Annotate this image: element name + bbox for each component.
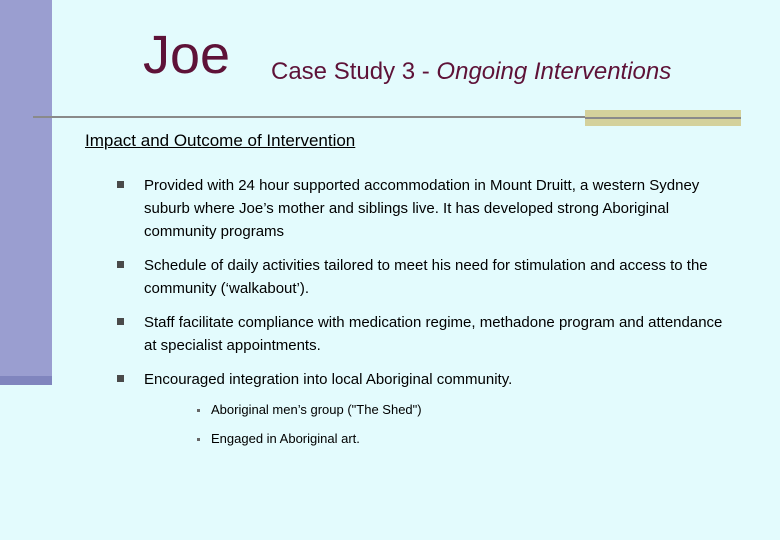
divider-accent-line [585, 117, 741, 119]
square-bullet-icon [117, 261, 124, 268]
small-bullet-icon [197, 409, 200, 412]
case-topic: Ongoing Interventions [436, 58, 672, 85]
sub-bullet-list [144, 401, 736, 448]
bullet-list [116, 174, 736, 459]
sub-bullet-text: Engaged in Aboriginal art. [211, 431, 360, 446]
small-bullet-icon [197, 438, 200, 441]
side-decoration-bar [0, 0, 52, 385]
case-prefix: Case Study 3 - [271, 58, 437, 85]
bullet-item [116, 254, 736, 300]
square-bullet-icon [117, 318, 124, 325]
square-bullet-icon [117, 181, 124, 188]
side-decoration-bar-foot [0, 376, 52, 385]
bullet-item [116, 368, 736, 448]
bullet-text: Staff facilitate compliance with medication regime, methadone program and attendance at specialist appointments. [144, 314, 723, 354]
square-bullet-icon [117, 375, 124, 382]
bullet-item [116, 174, 736, 243]
bullet-text: Schedule of daily activities tailored to meet his need for stimulation and access to the community (‘walkabout’). [144, 257, 708, 297]
bullet-item [116, 311, 736, 357]
section-heading: Impact and Outcome of Intervention [85, 131, 356, 150]
bullet-text: Encouraged integration into local Aboriginal community. [144, 371, 513, 388]
sub-bullet-text: Aboriginal men’s group ("The Shed") [211, 402, 422, 417]
slide-title-name: Joe [143, 25, 231, 85]
sub-bullet-item [144, 401, 736, 419]
bullet-text: Provided with 24 hour supported accommodation in Mount Druitt, a western Sydney suburb where Joe’s mother and siblings live. It has developed strong Aboriginal community programs [144, 177, 700, 240]
slide-title-case [271, 58, 671, 86]
sub-bullet-item [144, 430, 736, 448]
